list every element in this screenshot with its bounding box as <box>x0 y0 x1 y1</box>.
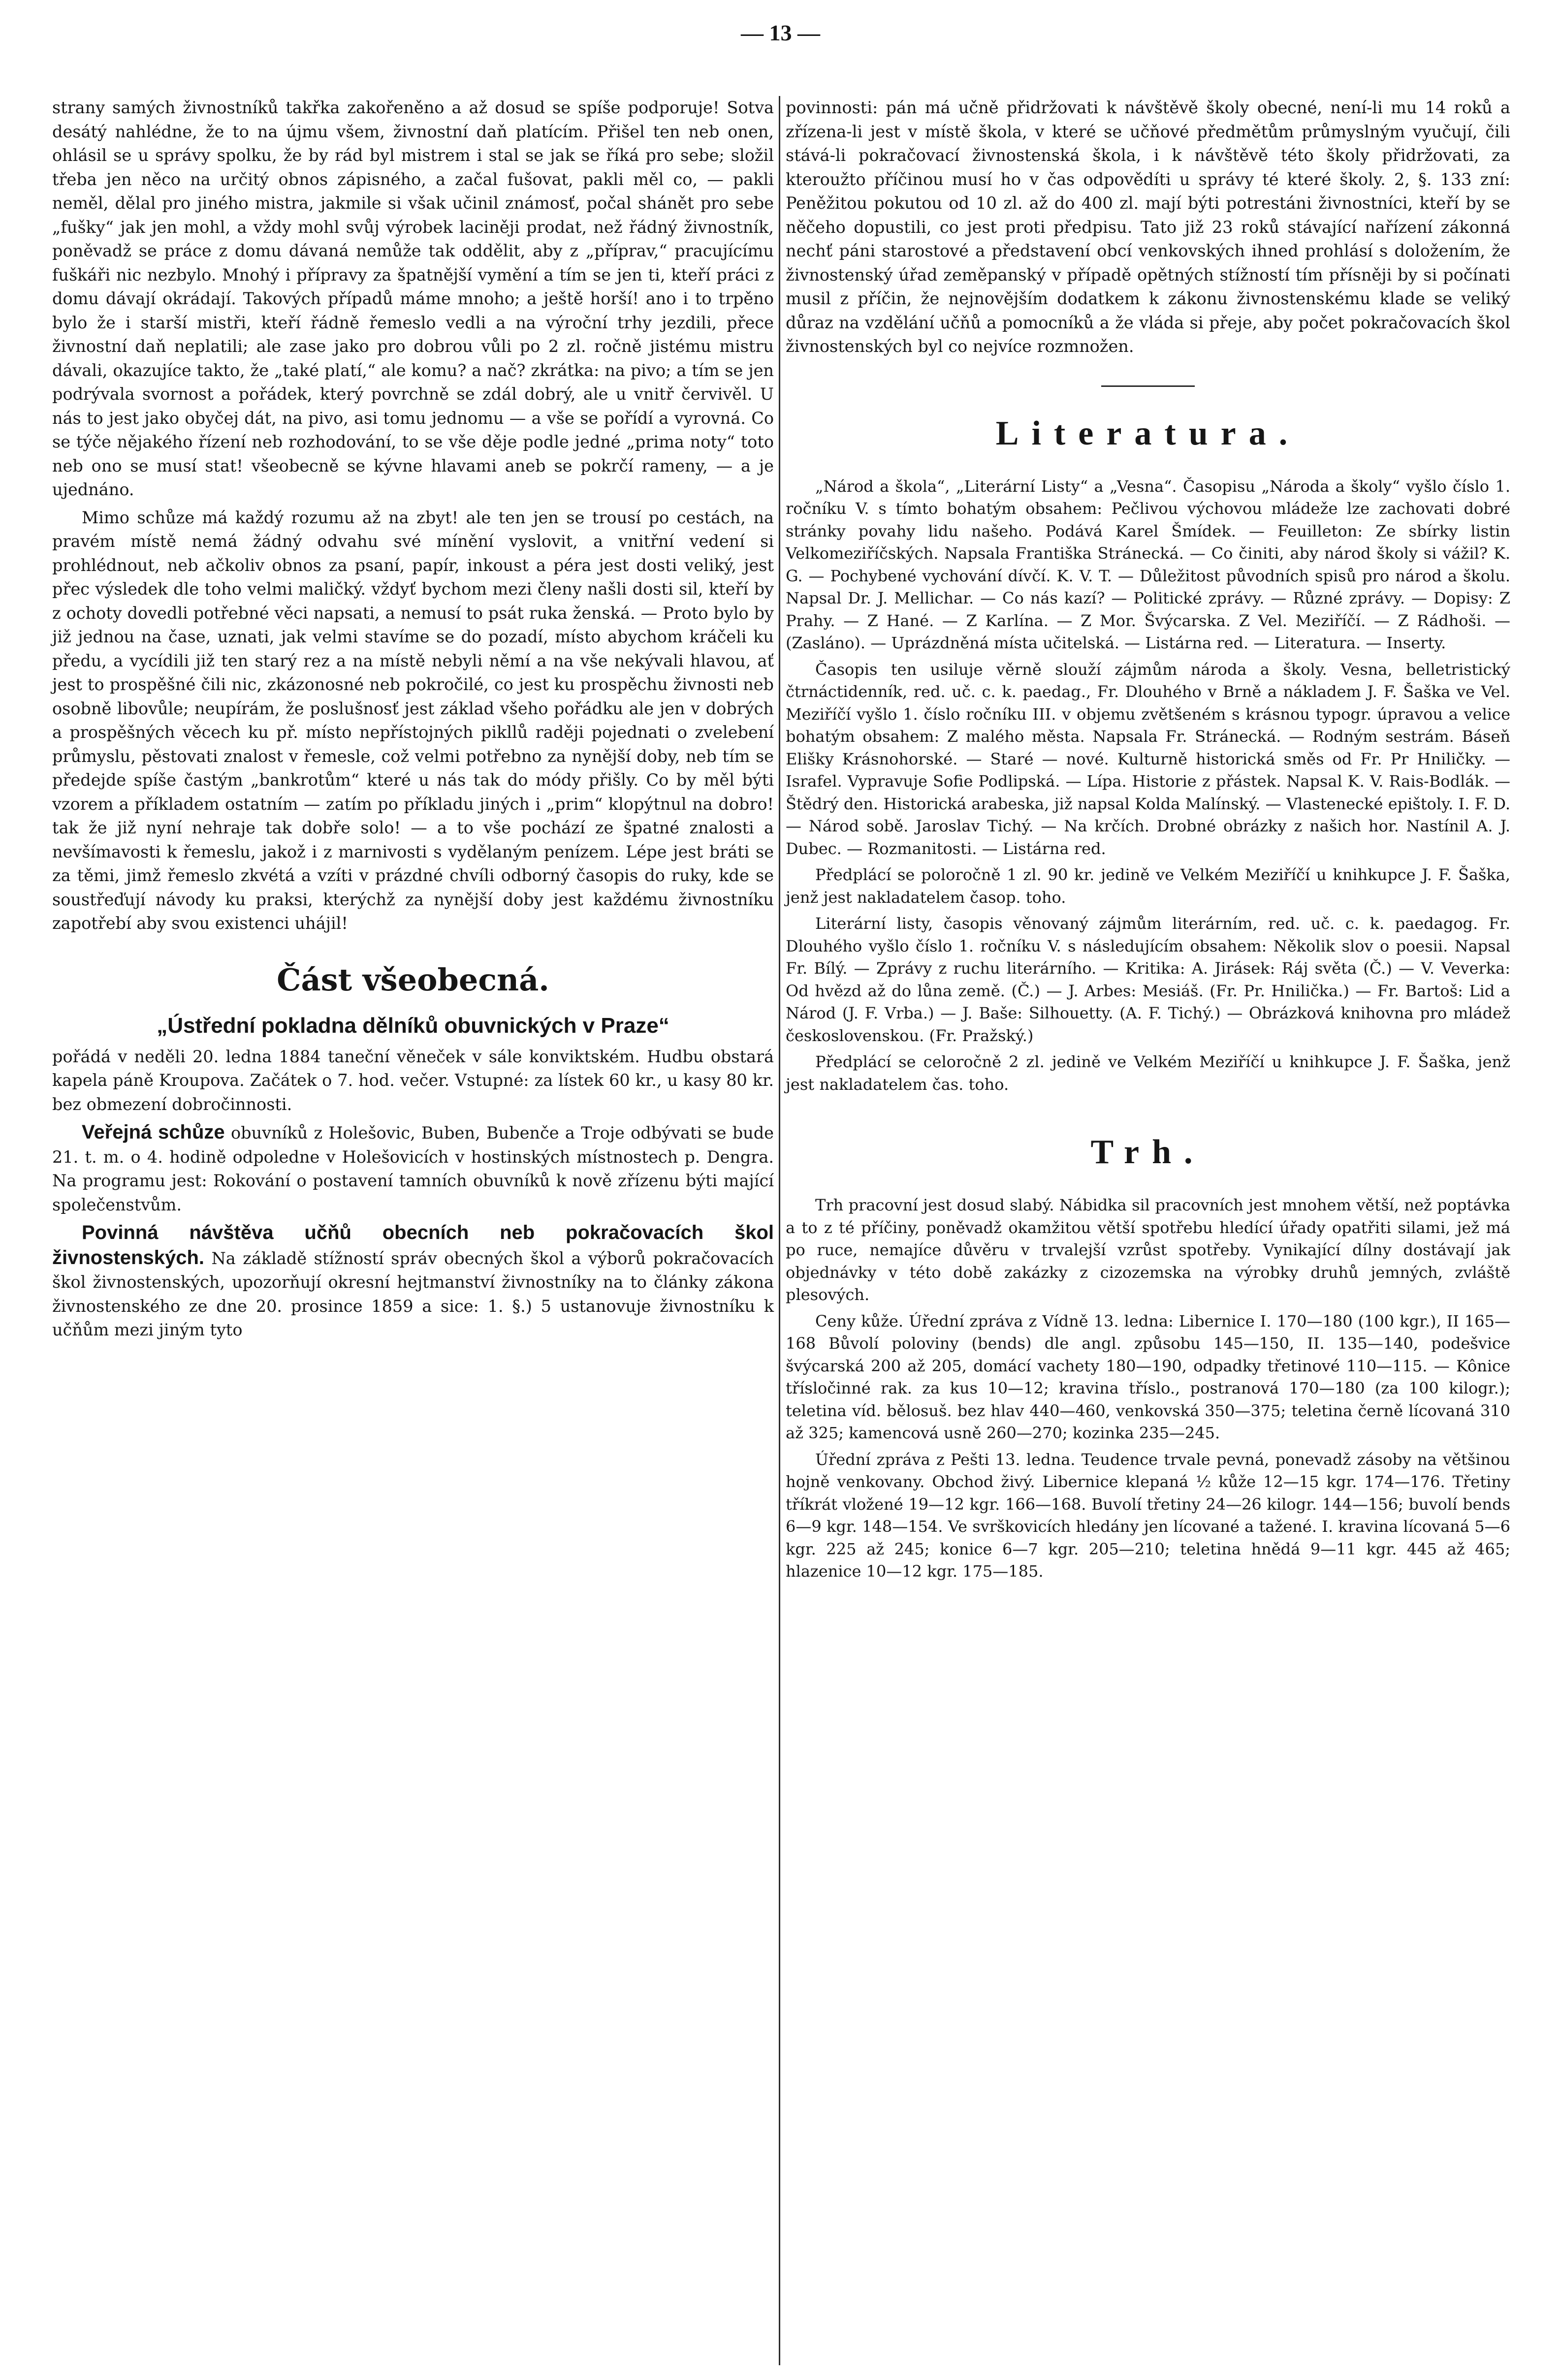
market-entry: Ceny kůže. Úřední zpráva z Vídně 13. ledna: Libernice I. 170—180 (100 kgr.), II 165—168 Bůvolí poloviny (bends) dle angl. způsobu 145—150, II. 135—140, podešvice švýcarská 200 až 205, domácí vachety 180—190, odpadky třetinové 110—115. — Kônice třísločinné rak. za kus 10—12; kravina tříslo., postranová 170—180 (za 100 kilogr.); teletina víd. bělosuš. bez hlav 440—460, venkovská 350—375; teletina černě lícovaná 310 až 325; kamencová usně 260—270; kozinka 235—245. <box>786 1311 1510 1442</box>
left-column <box>52 96 774 1346</box>
section-title: Část všeobecná. <box>277 961 549 998</box>
notice-text: Na základě stížností správ obecných škol a výborů pokračovacích škol živnostenských, upozorňují okresní hejtmanství živnostníky na to články zákona živnostenského ze dne 20. prosince 1859 a sice: 1. §.) 5 ustanovuje živnostníku k učňům mezi jiným tyto <box>52 1248 774 1339</box>
section-title: Trh. <box>1090 1133 1206 1171</box>
literature-entry: Předplácí se celoročně 2 zl. jedině ve Velkém Meziříčí u knihkupce J. F. Šaška, jenž jest nakladatelem čas. toho. <box>786 1052 1510 1094</box>
article-paragraph: povinnosti: pán má učně přidržovati k návštěvě školy obecné, není-li mu 14 roků a zřízena-li jest v místě škola, v které se učňové předmětům průmyslným vyučují, čili stává-li pokračovací živnostenská škola, i k návštěvě této školy přidržovati, za kteroužto příčinou musí ho v čas odpovědíti u správy té které školy. 2, §. 133 zní: Peněžitou pokutou od 10 zl. až do 400 zl. mají býti potrestáni živnostníci, kteří by se něčeho dopustili, co jest proti předpisu. Tato již 23 roků stávající nařízení zákonná nechť páni starostové a představení obcí venkovských ihned prohlásí s doložením, že živnostenský úřad zeměpanský v případě opětných stížností tím přísněji by si počínati musil z příčin, že nejnovějším dodatkem k zákonu živnostenskému klade se veliký důraz na vzdělání učňů a pomocníků a že vláda si přeje, aby počet pokračovacích škol živnostenských byl co nejvíce rozmnožen. <box>786 98 1510 356</box>
literature-list <box>786 476 1510 1096</box>
notice-text: obuvníků z Holešovic, Buben, Bubenče a Troje odbývati se bude 21. t. m. o 4. hodině odpoledne v Holešovicích v hostinských místnostech p. Dengra. Na programu jest: Rokování o postavení tamních obuvníků k nově zřízenu býti mající společenstvům. <box>52 1123 774 1214</box>
section-title: Literatura. <box>995 414 1301 452</box>
notice-item <box>52 1221 774 1342</box>
article-paragraph: Mimo schůze má každý rozumu až na zbyt! ale ten jen se trousí po cestách, na pravém místě nemá žádný odvahu své mínění vyslovit, a vnitřní vedení si prohlédnout, neb ačkoliv obnos za psaní, papír, inkoust a péra jest dosti veliký, jest přec výsledek dle toho velmi maličký. vždyť bychom mezi členy našli dosti sil, kteří by z ochoty dovedli potřebné věci napsati, a nemusí to psát ruka ženská. — Proto bylo by již jednou na čase, uznati, jak velmi stavíme se do pozadí, místo abychom kráčeli ku předu, a vycídili již ten starý rez a na místě nebyli němí a na vše nekývali hlavou, ať jest to prospěšné čili nic, zkázonosné neb pokročilé, co jest ku prospěchu živnosti neb osobně libovůle; neupírám, že poslušnosť jest základ všeho pořádku ale jen v dobrých a prospěšných věcech ku př. místo nepřístojných pikllů raději pojednati o zvelebení průmyslu, pěstovati znalost v řemesle, což velmi potřebno za nynější doby, neb tím se předejde spíše častým „bankrotům“ které u nás tak do módy přišly. Co by měl býti vzorem a příkladem ostatním — zatím po příkladu jiných i „prim“ klopýtnul na dobro! tak že již nyní nehraje tak dobře solo! — a to vše pochází ze špatné znalosti a nevšímavosti k řemeslu, jakož i z marnivosti s vydělaným penízem. Lépe jest bráti se za těmi, jimž řemeslo zkvétá a vzíti v prázdné chvíli odborný časopis do ruky, kde se soustřeďují návody ku praksi, kterýchž za nynější doby jest každému živnostníku zapotřebí aby svou existenci uhájil! <box>52 508 774 933</box>
market-list <box>786 1194 1510 1583</box>
separator-rule <box>1101 385 1195 387</box>
literature-entry: Časopis ten usiluje věrně slouží zájmům národa a školy. Vesna, belletristický čtrnáctidenník, red. uč. c. k. paedag., Fr. Dlouhého v Brně a nákladem J. F. Šaška ve Vel. Meziříčí vyšlo 1. číslo ročníku III. v objemu zvětšeném s krásnou typogr. úpravou a velice bohatým obsahem: Z malého města. Napsala Fr. Stránecká. — Rodným sestrám. Báseň Elišky Krásnohorské. — Staré — nové. Kulturně historická směs od Fr. Pr Hniličky. — Israfel. Vypravuje Sofie Podlipská. — Lípa. Historie z přástek. Napsal K. V. Rais-Bodlák. — Štědrý den. Historická arabeska, již napsal Kolda Malínský. — Vlastenecké epištoly. I. F. D. — Národ sobě. Jaroslav Tichý. — Na krčích. Drobné obrázky z našich hor. Nastínil A. J. Dubec. — Rozmanitosti. — Listárna red. <box>786 660 1510 858</box>
literature-entry: Předplácí se poloročně 1 zl. 90 kr. jedině ve Velkém Meziříčí u knihkupce J. F. Šaška, jenž jest nakladatelem časop. toho. <box>786 865 1510 907</box>
right-column <box>786 96 1510 1587</box>
notice-item <box>52 1120 774 1217</box>
page-number: — 13 — <box>741 20 820 45</box>
column-divider <box>779 96 780 2365</box>
notice-text: pořádá v neděli 20. ledna 1884 taneční věneček v sále konviktském. Hudbu obstará kapela páně Kroupova. Začátek o 7. hod. večer. Vstupné: za lístek 60 kr., u kasy 80 kr. bez obmezení dobročinnosti. <box>52 1047 774 1114</box>
article-paragraph: strany samých živnostníků takřka zakořeněno a až dosud se spíše podporuje! Sotva desátý nahlédne, že to na újmu všem, živnostní daň platícím. Přišel ten neb onen, ohlásil se u správy spolku, že by rád byl mistrem i stal se jak se říká pro sebe; složil třeba jen něco na určitý obnos zápisného, a začal fušovat, pakli měl co, — pakli neměl, dělal pro jiného mistra, jakmile si však učinil známosť, počal shánět pro sebe „fušky“ jak jen mohl, a vždy mohl svůj výrobek laciněji prodat, než řádný živnostník, poněvadž se práce z domu dávaná nemůže tak oddělit, aby z „příprav,“ pracujícímu fuškáři nic nezbylo. Mnohý i přípravy za špatnější vymění a tím se jen ti, kteří práci z domu dávají okrádají. Takových případů máme mnoho; a ještě horší! ano i to trpěno bylo že i starší mistři, kteří řádně řemeslo vedli a na výroční trhy jezdili, přece živnostní daň neplatili; ale zase jako pro dobrou vůli po 2 zl. ročně jistému mistru dávali, okazujíce takto, že „také platí,“ ale komu? a nač? zkrátka: na pivo; a tím se jen podrývala svornost a pořádek, který povrchně se zdál dobrý, ale u vnitř červivěl. U nás to jest jako obyčej dát, na pivo, asi tomu jednomu — a vše se pořídí a vyrovná. Co se týče nějakého řízení neb rozhodování, to se vše děje podle jedné „prima noty“ toto neb ono se musí stat! všeobecně se kývne hlavami aneb se pokrčí rameny, — a je ujednáno. <box>52 98 774 499</box>
notice-heading: Povinná návštěva učňů obecních neb pokračovacích škol živnostenských. <box>52 1222 774 1269</box>
literature-entry: Literární listy, časopis věnovaný zájmům literárním, red. uč. c. k. paedagog. Fr. Dlouhého vyšlo číslo 1. ročníku V. s následujícím obsahem: Několik slov o poesii. Napsal Fr. Bílý. — Zprávy z ruchu literárního. — Kritika: A. Jirásek: Ráj světa (Č.) — V. Veverka: Od hvězd až do lůna země. (Č.) — J. Arbes: Mesiáš. (Fr. Pr. Hnilička.) — Fr. Bartoš: Lid a Národ (J. F. Vrba.) — J. Baše: Silhouetty. (A. F. Tichý.) — Obrázková knihovna pro mládež československou. (Fr. Pražský.) <box>786 914 1510 1045</box>
market-entry: Úřední zpráva z Pešti 13. ledna. Teudence trvale pevná, ponevadž zásoby na většinou hojně venkovany. Obchod živý. Libernice klepaná ½ kůže 12—15 kgr. 174—176. Třetiny tříkrát vložené 19—12 kgr. 166—168. Buvolí třetiny 24—26 kilogr. 144—156; buvolí bends 6—9 kgr. 148—154. Ve svrškovicích hledány jen lícované a tažené. I. kravina lícovaná 5—6 kgr. 225 až 245; konice 6—7 kgr. 205—210; teletina hnědá 9—11 kgr. 445 až 465; hlazenice 10—12 kgr. 175—185. <box>786 1450 1510 1581</box>
notice-heading: „Ústřední pokladna dělníků obuvnických v Praze“ <box>157 1013 669 1038</box>
market-entry: Trh pracovní jest dosud slabý. Nábidka sil pracovních jest mnohem větší, než poptávka a to z té příčiny, poněvadž okamžitou větší spotřebu hledící úřady opatřiti silami, jež má po ruce, nemajíce důvěru v trvalejší vzrůst spotřeby. Vynikající dílny dostávají jak objednávky v této době zakázky z cizozemska na výrobky druhů jemných, zvláště plesových. <box>786 1196 1510 1304</box>
notice-heading: Veřejná schůze <box>82 1121 225 1143</box>
literature-entry: „Národ a škola“, „Literární Listy“ a „Vesna“. Časopisu „Národa a školy“ vyšlo číslo 1. ročníku V. s tímto bohatým obsahem: Pečlivou výchovou mládeže lze zachovati dobré stránky povahy lidu našeho. Podává Karel Šmídek. — Feuilleton: Ze sbírky listin Velkomeziříčských. Napsala Františka Stránecká. — Co činiti, aby národ školy si vážil? K. G. — Pochybené vychování dívčí. K. V. T. — Důležitost původních spisů pro národ a školu. Napsal Dr. J. Mellichar. — Co nás kazí? — Politické zprávy. — Různé zprávy. — Dopisy: Z Prahy. — Z Hané. — Z Karlína. — Z Mor. Švýcarska. Z Vel. Meziříčí. — Z Rádhoši. — (Zasláno). — Uprázdněná místa učitelská. — Listárna red. — Literatura. — Inserty. <box>786 476 1510 652</box>
